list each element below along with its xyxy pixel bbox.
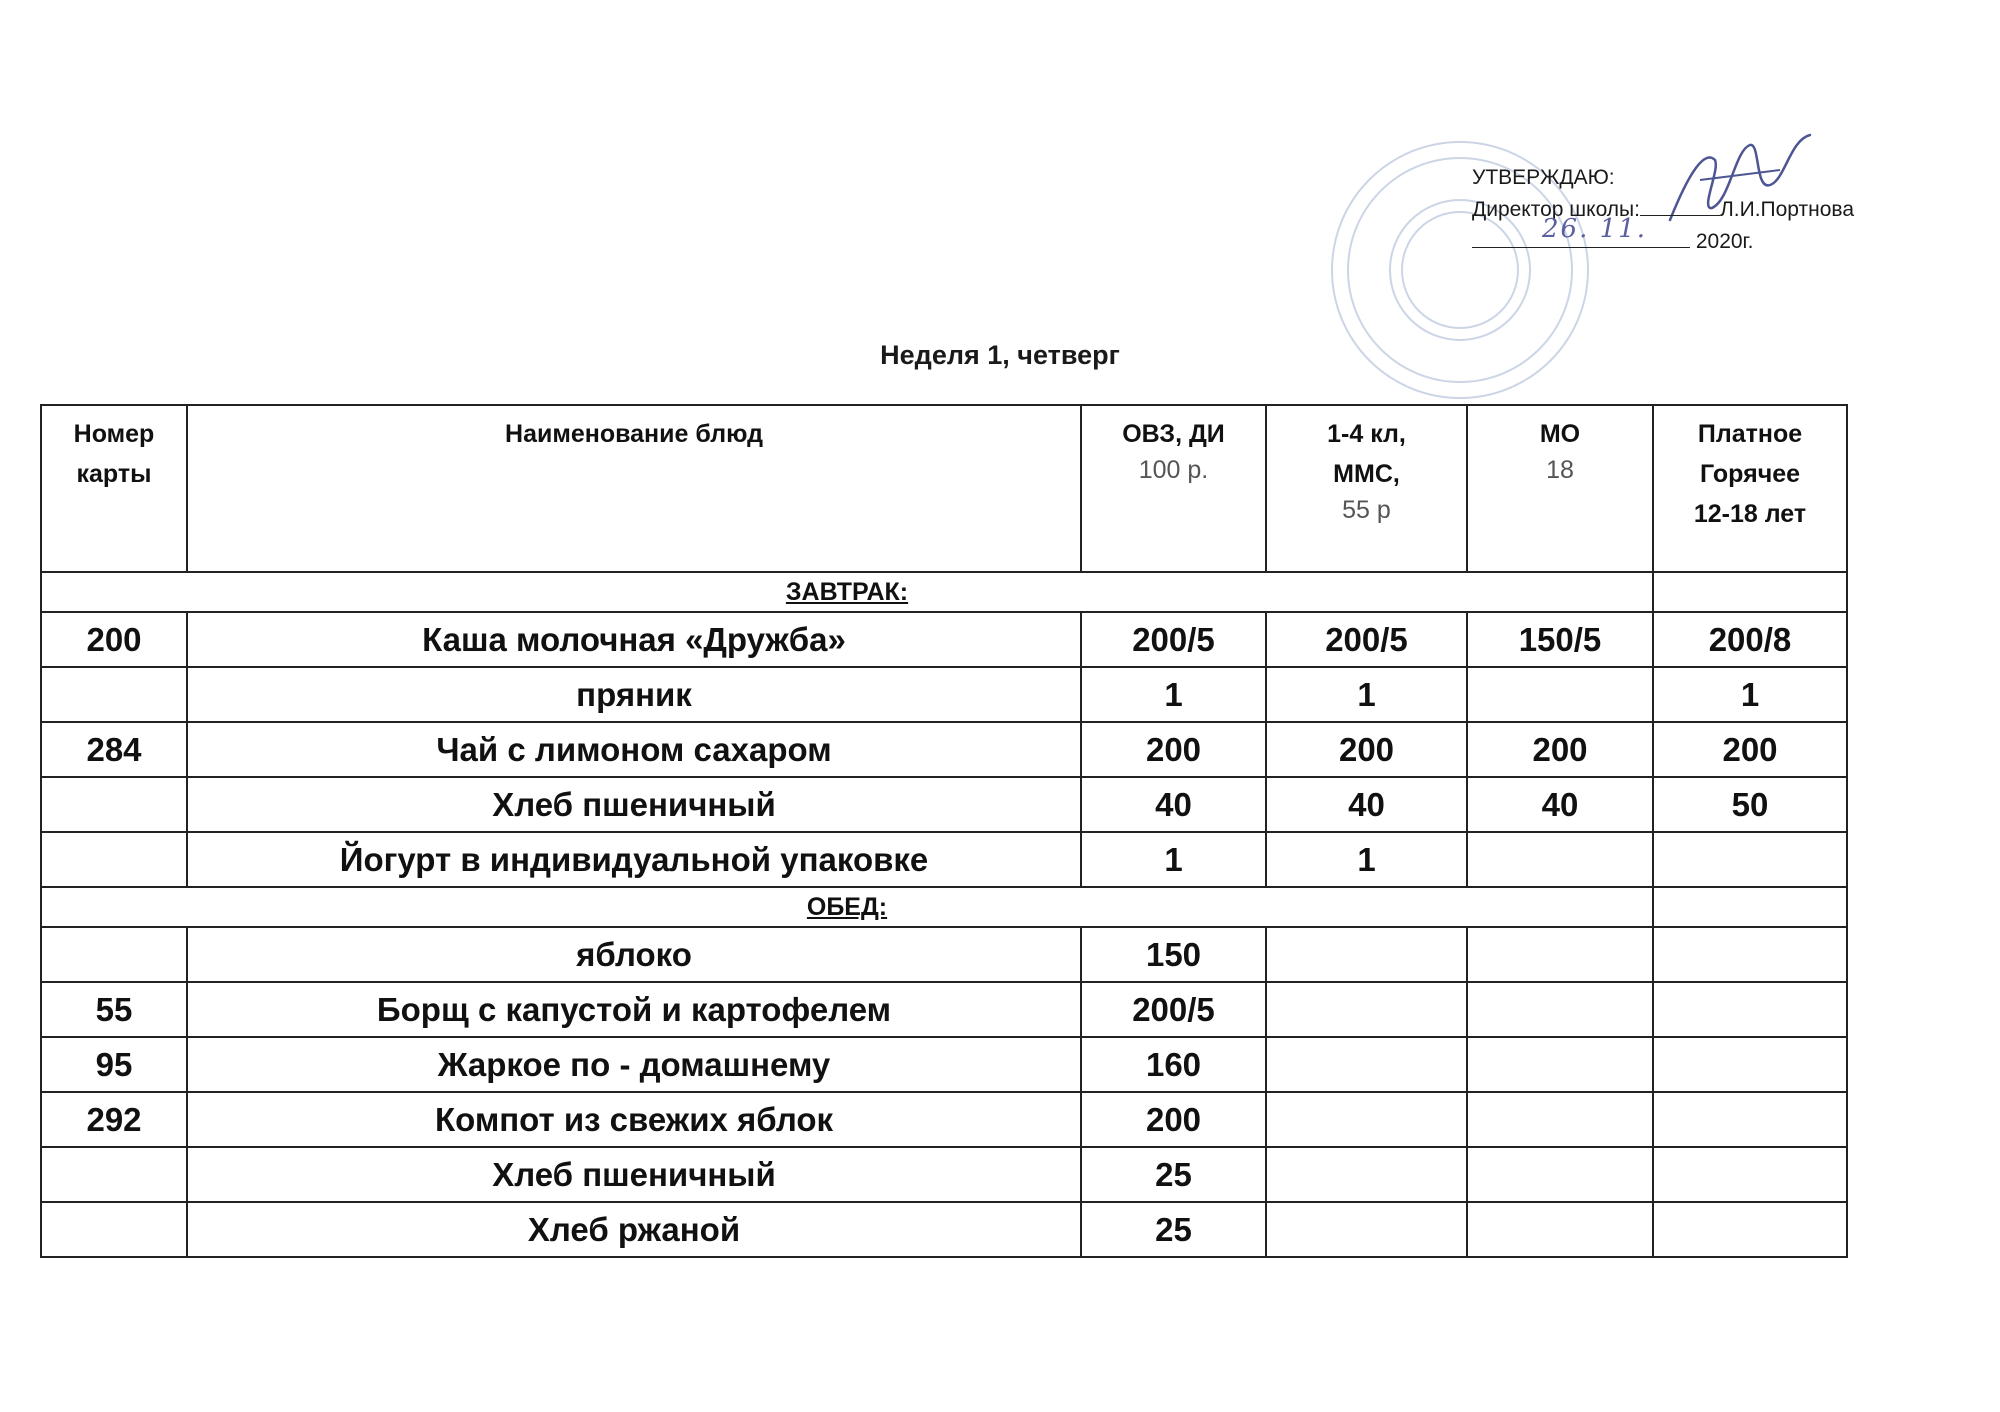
portion-ovz: 200/5 bbox=[1081, 612, 1266, 667]
portion-grades bbox=[1266, 927, 1467, 982]
dish-name: Хлеб ржаной bbox=[187, 1202, 1081, 1257]
portion-grades bbox=[1266, 1092, 1467, 1147]
portion-mo bbox=[1467, 667, 1653, 722]
card-number bbox=[41, 1202, 187, 1257]
header-ovz: ОВЗ, ДИ 100 р. bbox=[1081, 405, 1266, 572]
portion-mo bbox=[1467, 982, 1653, 1037]
portion-mo: 200 bbox=[1467, 722, 1653, 777]
portion-ovz: 1 bbox=[1081, 832, 1266, 887]
page-title: Неделя 1, четверг bbox=[880, 340, 1120, 370]
card-number: 292 bbox=[41, 1092, 187, 1147]
portion-mo bbox=[1467, 1037, 1653, 1092]
card-number bbox=[41, 832, 187, 887]
portion-ovz: 150 bbox=[1081, 927, 1266, 982]
portion-ovz: 25 bbox=[1081, 1147, 1266, 1202]
handwritten-date: 26. 11. bbox=[1542, 214, 1647, 244]
approval-heading: УТВЕРЖДАЮ: bbox=[1472, 166, 1615, 189]
dish-name: Каша молочная «Дружба» bbox=[187, 612, 1081, 667]
dish-name: Чай с лимоном сахаром bbox=[187, 722, 1081, 777]
portion-grades: 40 bbox=[1266, 777, 1467, 832]
dish-name: Жаркое по - домашнему bbox=[187, 1037, 1081, 1092]
header-row bbox=[41, 405, 1847, 572]
table-row bbox=[41, 832, 1847, 887]
dish-name: Хлеб пшеничный bbox=[187, 1147, 1081, 1202]
card-number: 55 bbox=[41, 982, 187, 1037]
portion-paid bbox=[1653, 927, 1847, 982]
signature-line bbox=[1640, 195, 1720, 216]
section-row bbox=[41, 887, 1847, 927]
table-row bbox=[41, 722, 1847, 777]
header-grades: 1-4 кл, ММС, 55 р bbox=[1266, 405, 1467, 572]
card-number bbox=[41, 927, 187, 982]
table-row bbox=[41, 777, 1847, 832]
portion-mo: 150/5 bbox=[1467, 612, 1653, 667]
portion-paid bbox=[1653, 1147, 1847, 1202]
portion-grades bbox=[1266, 982, 1467, 1037]
header-grades-price: 55 р bbox=[1342, 496, 1391, 524]
header-ovz-price: 100 р. bbox=[1138, 456, 1209, 484]
portion-paid bbox=[1653, 832, 1847, 887]
portion-grades bbox=[1266, 1037, 1467, 1092]
portion-mo: 40 bbox=[1467, 777, 1653, 832]
portion-paid bbox=[1653, 1202, 1847, 1257]
portion-ovz: 40 bbox=[1081, 777, 1266, 832]
approval-year: 2020г. bbox=[1695, 230, 1754, 253]
portion-paid bbox=[1653, 1037, 1847, 1092]
card-number bbox=[41, 777, 187, 832]
portion-mo bbox=[1467, 1202, 1653, 1257]
portion-grades bbox=[1266, 1147, 1467, 1202]
portion-paid: 1 bbox=[1653, 667, 1847, 722]
menu-table bbox=[40, 404, 1848, 1258]
dish-name: Компот из свежих яблок bbox=[187, 1092, 1081, 1147]
dish-name: Йогурт в индивидуальной упаковке bbox=[187, 832, 1081, 887]
card-number bbox=[41, 667, 187, 722]
portion-mo bbox=[1467, 927, 1653, 982]
portion-mo bbox=[1467, 1092, 1653, 1147]
section-lunch: ОБЕД: bbox=[41, 887, 1653, 927]
portion-grades: 200 bbox=[1266, 722, 1467, 777]
portion-paid bbox=[1653, 982, 1847, 1037]
header-dish-name: Наименование блюд bbox=[187, 405, 1081, 572]
portion-ovz: 160 bbox=[1081, 1037, 1266, 1092]
table-row bbox=[41, 927, 1847, 982]
card-number: 200 bbox=[41, 612, 187, 667]
table-row bbox=[41, 1092, 1847, 1147]
portion-ovz: 25 bbox=[1081, 1202, 1266, 1257]
card-number: 284 bbox=[41, 722, 187, 777]
table-cell bbox=[1653, 572, 1847, 612]
portion-grades: 200/5 bbox=[1266, 612, 1467, 667]
portion-ovz: 1 bbox=[1081, 667, 1266, 722]
portion-ovz: 200 bbox=[1081, 1092, 1266, 1147]
portion-paid bbox=[1653, 1092, 1847, 1147]
header-mo: МО 18 bbox=[1467, 405, 1653, 572]
portion-ovz: 200 bbox=[1081, 722, 1266, 777]
dish-name: Хлеб пшеничный bbox=[187, 777, 1081, 832]
header-card-number: Номер карты bbox=[41, 405, 187, 572]
table-row bbox=[41, 612, 1847, 667]
portion-grades: 1 bbox=[1266, 667, 1467, 722]
table-row bbox=[41, 982, 1847, 1037]
director-label: Директор школы: bbox=[1472, 198, 1640, 221]
portion-mo bbox=[1467, 832, 1653, 887]
card-number bbox=[41, 1147, 187, 1202]
director-name: Л.И.Портнова bbox=[1719, 198, 1855, 221]
portion-ovz: 200/5 bbox=[1081, 982, 1266, 1037]
header-mo-price: 18 bbox=[1546, 456, 1574, 484]
dish-name: яблоко bbox=[187, 927, 1081, 982]
section-breakfast: ЗАВТРАК: bbox=[41, 572, 1653, 612]
table-row bbox=[41, 1147, 1847, 1202]
portion-paid: 50 bbox=[1653, 777, 1847, 832]
table-row bbox=[41, 1037, 1847, 1092]
card-number: 95 bbox=[41, 1037, 187, 1092]
section-row bbox=[41, 572, 1847, 612]
portion-grades: 1 bbox=[1266, 832, 1467, 887]
header-paid: Платное Горячее 12-18 лет bbox=[1653, 405, 1847, 572]
table-cell bbox=[1653, 887, 1847, 927]
date-line bbox=[1472, 214, 1690, 248]
approval-block bbox=[1472, 162, 1854, 258]
portion-paid: 200 bbox=[1653, 722, 1847, 777]
table-row bbox=[41, 1202, 1847, 1257]
portion-grades bbox=[1266, 1202, 1467, 1257]
dish-name: Борщ с капустой и картофелем bbox=[187, 982, 1081, 1037]
dish-name: пряник bbox=[187, 667, 1081, 722]
portion-mo bbox=[1467, 1147, 1653, 1202]
portion-paid: 200/8 bbox=[1653, 612, 1847, 667]
table-row bbox=[41, 667, 1847, 722]
